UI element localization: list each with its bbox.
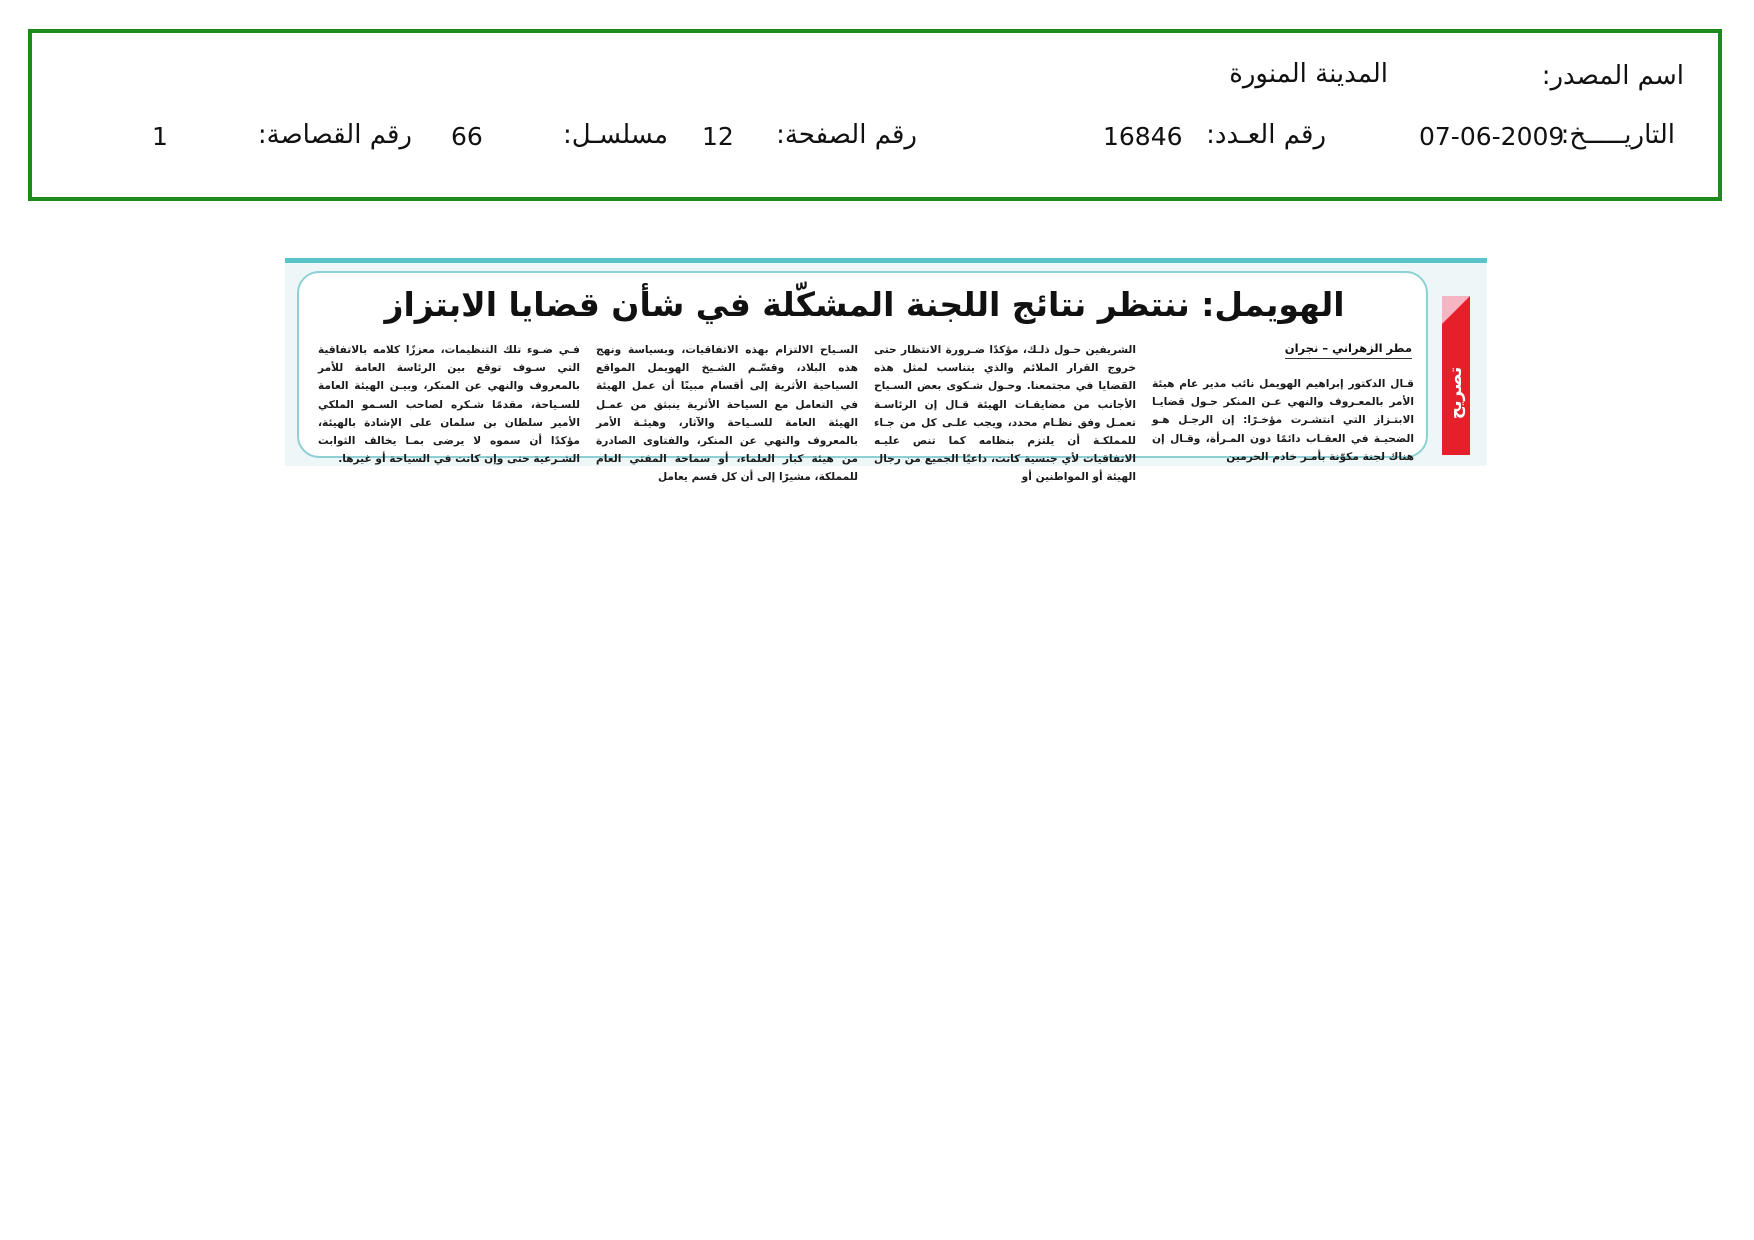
newspaper-clipping xyxy=(285,258,1487,484)
serial-label: مسلسـل: xyxy=(563,120,668,150)
article-column-1: قـال الدكتور إبراهيم الهويمل نائب مدير عام هيئة الأمر بالمعـروف والنهي عـن المنكر حـول قضايـا الابتـزاز التي انتشـرت مؤخـرًا: إن الرجـل هـو الضحيـة في العقـاب دائمًا دون المـرأة، وقـال إن هناك لجنة مكوّنة بأمـر خادم الحرمين xyxy=(1152,378,1414,463)
date-value: 07-06-2009 xyxy=(1419,122,1565,151)
issue-label: رقم العـدد: xyxy=(1206,120,1326,150)
metadata-box xyxy=(28,29,1722,201)
clip-number-value: 1 xyxy=(152,122,168,151)
article-column-4: فـي ضـوء تلك التنظيمات، معززًا كلامه بالاتفاقية التي سـوف توقع بين الرئاسة العامة للأمر بالمعروف والنهي عن المنكر، وبيـن الهيئة العامة للسـياحة، مقدمًا شـكره لصاحب السـمو الملكي الأمير سلطان بن سلمان على الإشادة بالهيئة، مؤكدًا أن سموه لا يرضى بمـا يخالف الثوابت الشـرعية حتى وإن كانت في السياحة أو غيرها. xyxy=(318,344,580,466)
section-ribbon-label: تصريح xyxy=(1446,366,1466,420)
clipping-top-rule xyxy=(285,258,1487,263)
ribbon-fold-corner xyxy=(1442,296,1470,324)
article-headline: الهويمل: ننتظر نتائج اللجنة المشكّلة في شأن قضايا الابتزاز xyxy=(384,285,1345,324)
article-panel xyxy=(297,271,1428,484)
issue-value: 16846 xyxy=(1103,122,1183,151)
clip-number-label: رقم القصاصة: xyxy=(257,120,412,150)
date-label: التاريـــــخ: xyxy=(1560,120,1675,150)
article-column-3: السـياح الالتزام بهذه الاتفاقيات، وبسياسة ونهج هذه البلاد، وقسّـم الشـيخ الهويمل المواقع السياحية الأثرية إلى أقسام مبينًا أن عمل الهيئة في التعامل مع السياحة الأثرية ينبثق من عمـل الهيئة العامة للسـياحة والآثار، وهيئـة الأمر بالمعروف والنهي عن المنكر، والفتاوى الصادرة من هيئة كبار العلماء، أو سماحة المفتي العام للمملكة، مشيرًا إلى أن كل قسم يعامل xyxy=(596,344,858,484)
page-label: رقم الصفحة: xyxy=(776,120,917,150)
article-column-2: الشريفين حـول ذلـك، مؤكدًا ضـرورة الانتظار حتى خروج القرار الملائم والذي يتناسب لمثل هذه القضايا في مجتمعنا. وحـول شـكوى بعض السـياح الأجانب من مضايقـات الهيئة قـال إن الرئاسـة تعمـل وفق نظـام محدد، ويجب علـى كل من جـاء للمملكـة أن يلتزم بنظامه كما تنص عليـه الاتفاقيات لأي جنسية كانت، داعيًا الجميع من رجال الهيئة أو المواطنين أو xyxy=(874,344,1136,484)
source-value: المدينة المنورة xyxy=(1229,59,1388,89)
article-byline: مطر الزهراني – نجران xyxy=(1285,341,1412,359)
source-label: اسم المصدر: xyxy=(1541,61,1684,91)
serial-value: 66 xyxy=(451,122,483,151)
page-value: 12 xyxy=(702,122,734,151)
